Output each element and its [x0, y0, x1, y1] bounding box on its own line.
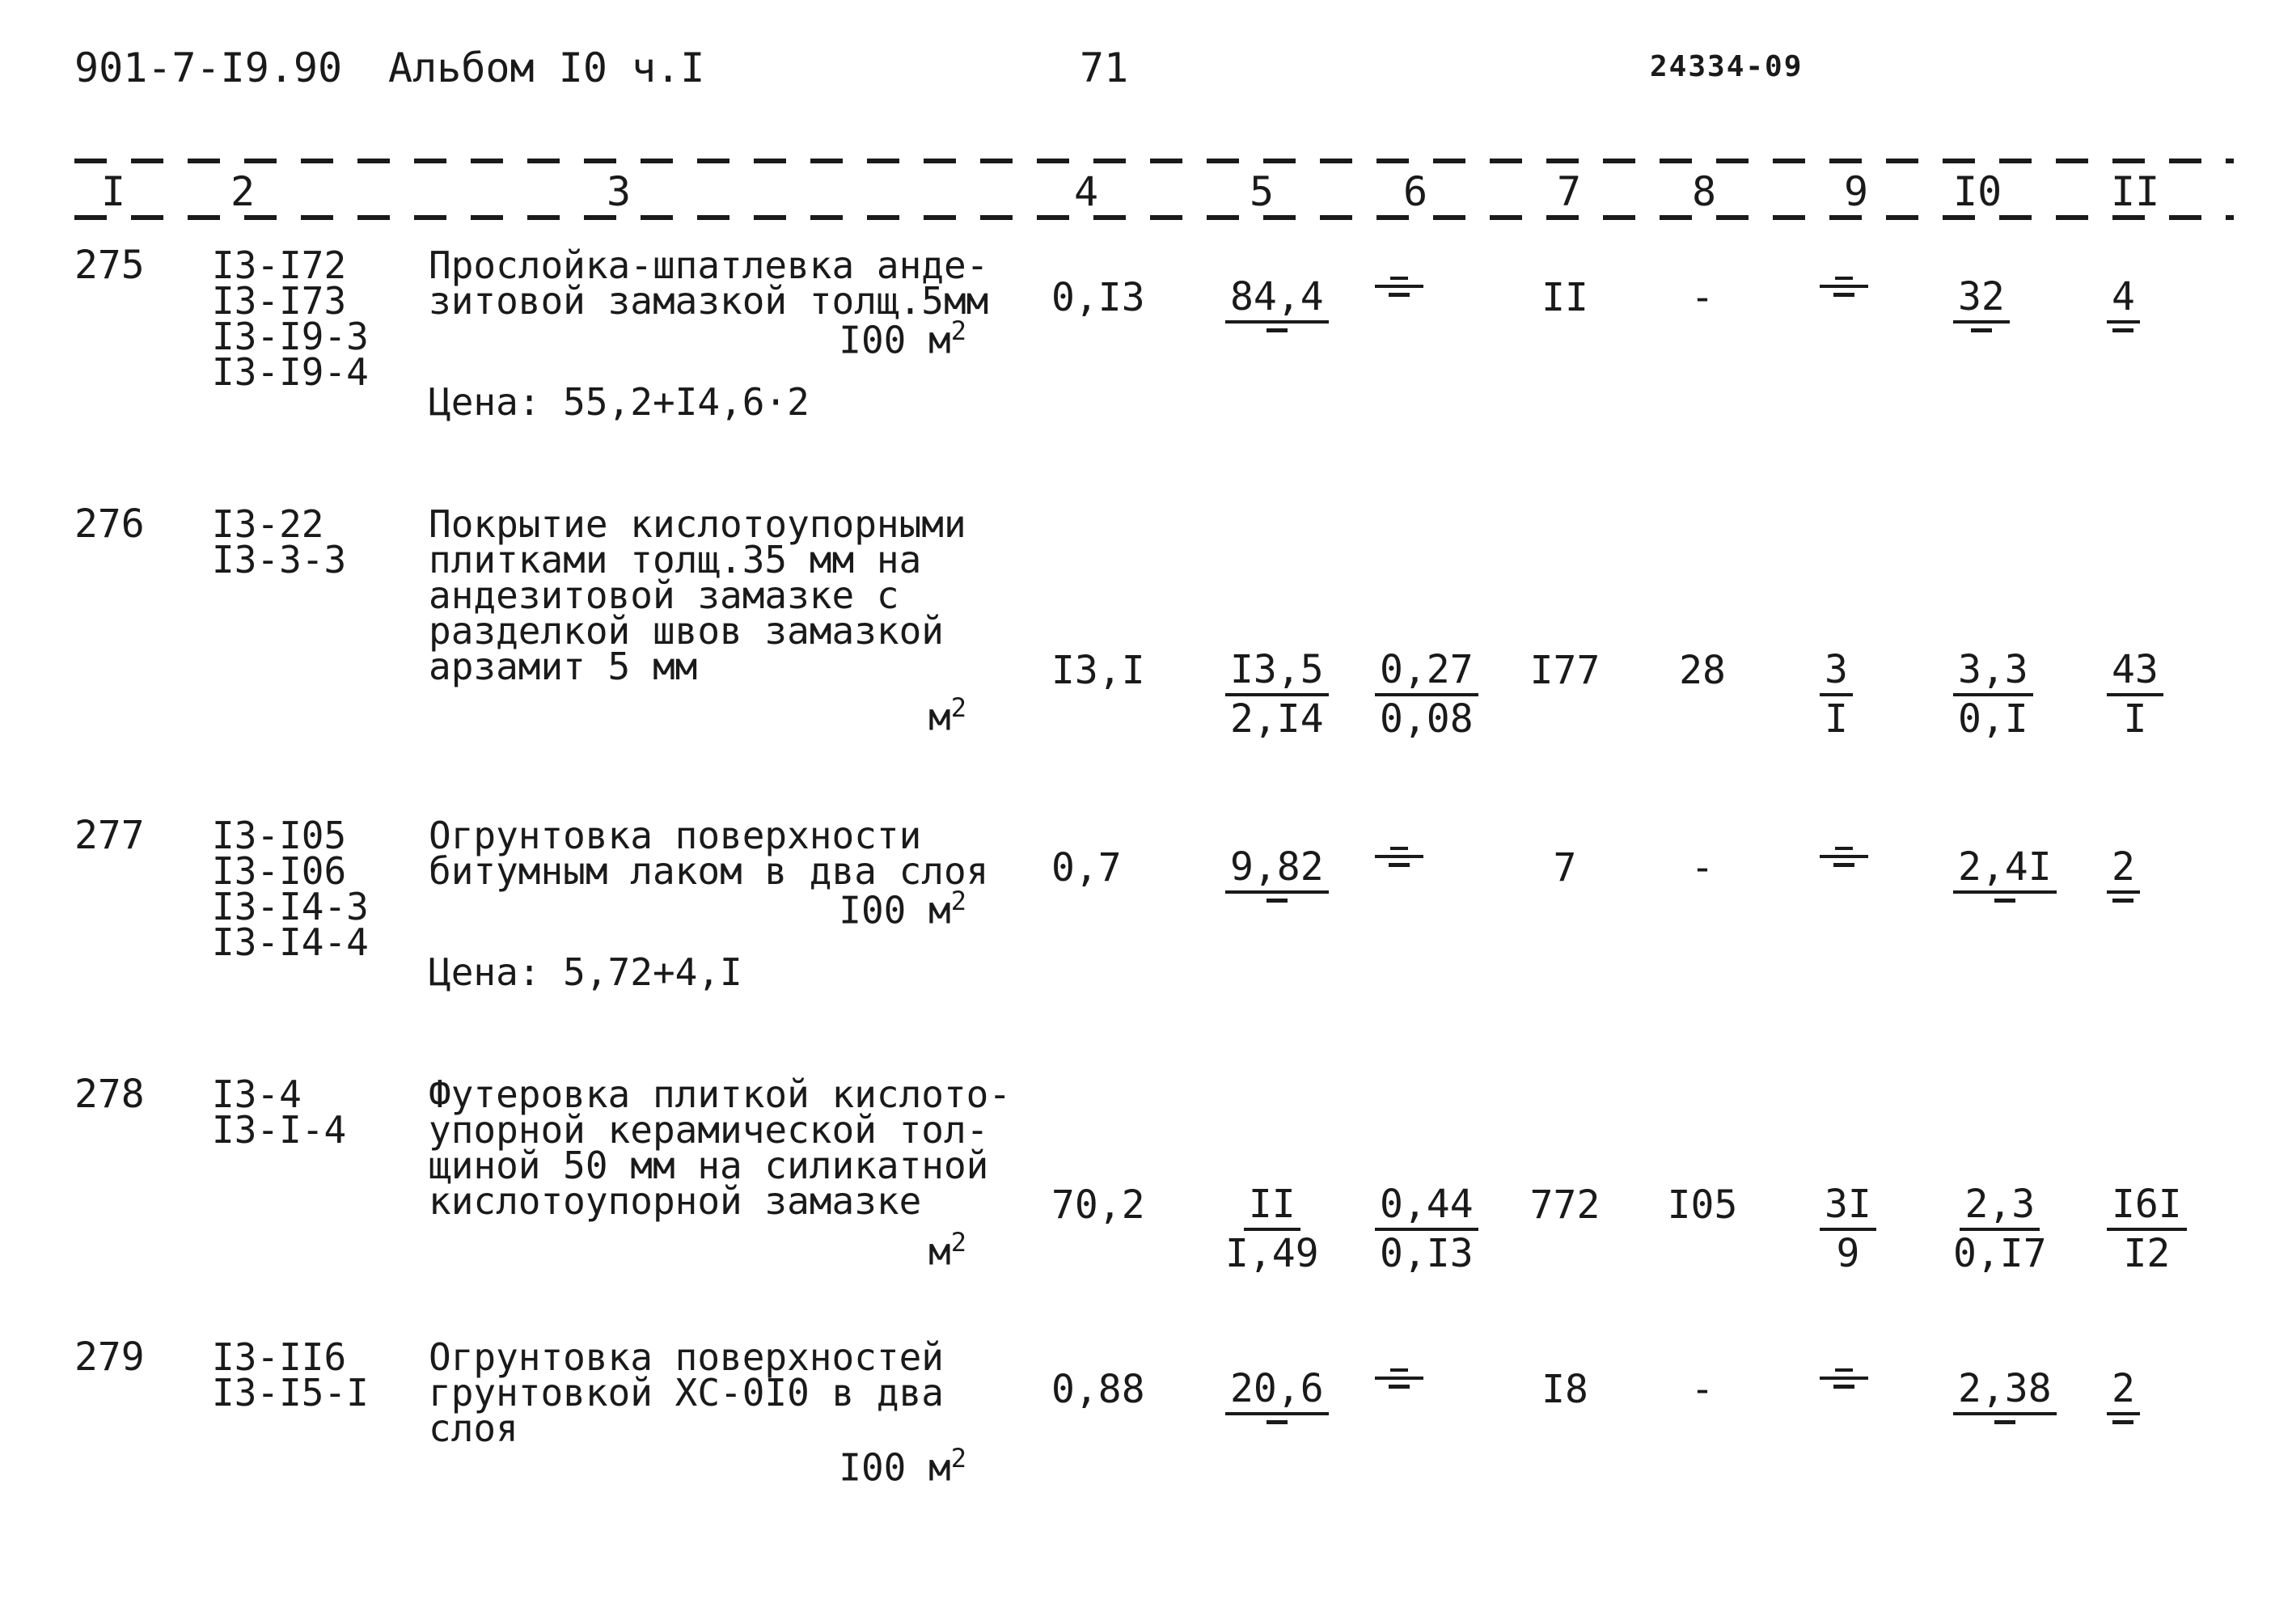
norm-code: I3-I72: [212, 243, 347, 287]
column-11-value: [2107, 1182, 2187, 1276]
norm-code: I3-I4-3: [212, 885, 369, 928]
header-rule-top: [74, 159, 2234, 163]
description-line: битумным лаком в два слоя: [429, 849, 989, 893]
column-6-value-dash: [1389, 1385, 1410, 1389]
column-10-value-dash: [1994, 899, 2015, 903]
column-10-value-denominator: 0,I7: [1953, 1231, 2047, 1276]
unit-exponent: 2: [950, 315, 966, 346]
column-6-value-denominator: 0,I3: [1380, 1231, 1474, 1276]
column-10-value: [1953, 648, 2033, 742]
column-10-value-numerator: 2,4I: [1953, 845, 2057, 894]
column-6-value-denominator: 0,08: [1380, 696, 1474, 742]
norm-code: I3-4: [212, 1072, 302, 1116]
column-number: I: [101, 168, 126, 215]
norm-codes: [212, 1335, 369, 1415]
unit-text: м: [928, 1229, 951, 1274]
description-line: разделкой швов замазкой: [429, 609, 944, 653]
column-5-value: [1225, 1367, 1329, 1424]
column-6-value-numerator: 0,27: [1375, 648, 1478, 696]
header-rule-bottom: [74, 215, 2234, 220]
column-5-value-numerator: II: [1244, 1182, 1300, 1231]
column-9-value: [1820, 648, 1853, 742]
column-number: 4: [1074, 168, 1099, 215]
column-11-value-dash: [2112, 328, 2133, 332]
column-11-value-numerator: I6I: [2107, 1182, 2187, 1231]
norm-code: I3-I-4: [212, 1108, 347, 1152]
quantity-value: I3,I: [1051, 648, 1145, 693]
column-10-value-dash: [1971, 328, 1992, 332]
album-label: Альбом I0 ч.I: [388, 44, 705, 91]
norm-code: I3-I06: [212, 849, 347, 893]
column-10-value-numerator: 32: [1953, 275, 2010, 324]
description-line: Огрунтовка поверхностей: [429, 1335, 944, 1379]
column-9-value-dash: [1833, 1385, 1854, 1389]
unit-of-measure: [756, 315, 966, 362]
row-number: 276: [74, 501, 145, 547]
norm-code: I3-I73: [212, 279, 347, 323]
column-11-value-denominator: I: [2123, 696, 2147, 742]
work-description: [429, 1072, 1012, 1223]
document-code: 901-7-I9.90: [74, 44, 343, 91]
norm-code: I3-I9-3: [212, 315, 369, 358]
unit-text: I00 м: [839, 318, 951, 362]
column-6-value-numerator: [1375, 275, 1423, 288]
description-line: андезитовой замазке с: [429, 573, 899, 617]
quantity-value: 70,2: [1051, 1182, 1145, 1228]
row-number: 278: [74, 1072, 145, 1117]
norm-codes: [212, 502, 347, 582]
column-7-value: 772: [1529, 1182, 1601, 1228]
unit-exponent: 2: [950, 692, 966, 723]
column-5-value-denominator: 2,I4: [1230, 696, 1324, 742]
column-number: 9: [1844, 168, 1869, 215]
description-line: арзамит 5 мм: [429, 645, 698, 688]
column-6-value-dash: [1389, 293, 1410, 297]
column-5-value-dash: [1267, 1420, 1288, 1424]
unit-exponent: 2: [950, 1227, 966, 1258]
column-5-value-numerator: 9,82: [1225, 845, 1329, 894]
column-10-value-dash: [1994, 1420, 2015, 1424]
quantity-value: 0,7: [1051, 845, 1122, 890]
column-11-value: [2107, 275, 2140, 332]
norm-codes: [212, 814, 369, 964]
column-8-value: -: [1690, 1367, 1715, 1412]
column-number: 6: [1403, 168, 1428, 215]
column-9-value: [1820, 275, 1868, 297]
unit-of-measure: [756, 1443, 966, 1489]
column-11-value-numerator: 2: [2107, 845, 2140, 894]
column-10-value-denominator: 0,I: [1958, 696, 2028, 742]
norm-code: I3-3-3: [212, 538, 347, 582]
column-7-value: I77: [1529, 648, 1601, 693]
column-9-value: [1820, 845, 1868, 867]
column-10-value-numerator: 3,3: [1953, 648, 2033, 696]
work-description: [429, 502, 966, 688]
column-10-value: [1953, 275, 2010, 332]
column-5-value: [1225, 845, 1329, 903]
norm-code: I3-I5-I: [212, 1371, 369, 1415]
work-description: [429, 1335, 944, 1450]
column-10-value: [1953, 1182, 2047, 1276]
column-6-value-numerator: [1375, 845, 1423, 858]
unit-of-measure: [756, 692, 966, 738]
column-6-value: [1375, 275, 1423, 297]
column-10-value-numerator: 2,3: [1960, 1182, 2040, 1231]
column-7-value: II: [1541, 275, 1588, 320]
row-number: 279: [74, 1334, 145, 1380]
page-number: 71: [1080, 44, 1129, 91]
column-6-value: [1375, 1182, 1478, 1276]
unit-text: I00 м: [839, 888, 951, 933]
column-number: I0: [1953, 168, 2002, 215]
quantity-value: 0,88: [1051, 1367, 1145, 1412]
norm-code: I3-I05: [212, 814, 347, 857]
unit-exponent: 2: [950, 1443, 966, 1474]
column-11-value-numerator: 2: [2107, 1367, 2140, 1415]
column-11-value: [2107, 845, 2140, 903]
column-9-value-dash: [1833, 863, 1854, 867]
column-9-value-dash: [1833, 293, 1854, 297]
column-6-value: [1375, 1367, 1423, 1389]
column-8-value: 28: [1679, 648, 1726, 693]
column-6-value: [1375, 648, 1478, 742]
unit-text: м: [928, 695, 951, 739]
column-11-value: [2107, 648, 2163, 742]
column-number: 2: [230, 168, 256, 215]
description-line: щиной 50 мм на силикатной: [429, 1144, 989, 1187]
column-6-value: [1375, 845, 1423, 867]
unit-text: I00 м: [839, 1445, 951, 1490]
column-9-value-denominator: I: [1825, 696, 1848, 742]
column-number: 7: [1557, 168, 1582, 215]
description-line: Огрунтовка поверхности: [429, 814, 922, 857]
column-11-value-dash: [2112, 899, 2133, 903]
column-7-value: I8: [1541, 1367, 1588, 1412]
column-5-value-dash: [1267, 899, 1288, 903]
description-line: зитовой замазкой толщ.5мм: [429, 279, 989, 323]
column-9-value-numerator: 3: [1820, 648, 1853, 696]
column-6-value-dash: [1389, 863, 1410, 867]
column-5-value-numerator: 20,6: [1225, 1367, 1329, 1415]
norm-code: I3-I4-4: [212, 920, 369, 964]
column-9-value: [1820, 1367, 1868, 1389]
column-8-value: I05: [1667, 1182, 1738, 1228]
description-line: Прослойка-шпатлевка анде-: [429, 243, 989, 287]
norm-code: I3-I9-4: [212, 350, 369, 394]
column-5-value: [1225, 648, 1329, 742]
column-6-value-numerator: [1375, 1367, 1423, 1380]
column-number: II: [2111, 168, 2160, 215]
description-line: кислотоупорной замазке: [429, 1179, 922, 1223]
column-5-value-numerator: 84,4: [1225, 275, 1329, 324]
work-description: [429, 243, 989, 323]
column-8-value: -: [1690, 275, 1715, 320]
column-5-value: [1225, 1182, 1319, 1276]
unit-exponent: 2: [950, 886, 966, 916]
description-line: грунтовкой ХС-0I0 в два: [429, 1371, 944, 1415]
column-11-value-numerator: 4: [2107, 275, 2140, 324]
column-10-value-numerator: 2,38: [1953, 1367, 2057, 1415]
column-9-value-denominator: 9: [1836, 1231, 1860, 1276]
column-10-value: [1953, 845, 2057, 903]
norm-code: I3-22: [212, 502, 324, 546]
column-8-value: -: [1690, 845, 1715, 890]
description-line: Покрытие кислотоупорными: [429, 502, 966, 546]
column-number: 8: [1692, 168, 1717, 215]
column-6-value-numerator: 0,44: [1375, 1182, 1478, 1231]
column-11-value-dash: [2112, 1420, 2133, 1424]
norm-code: I3-II6: [212, 1335, 347, 1379]
price-formula: Цена: 5,72+4,I: [429, 950, 742, 994]
quantity-value: 0,I3: [1051, 275, 1145, 320]
row-number: 275: [74, 243, 145, 288]
column-number: 3: [607, 168, 632, 215]
column-5-value-denominator: I,49: [1225, 1231, 1319, 1276]
description-line: плитками толщ.35 мм на: [429, 538, 922, 582]
column-9-value-numerator: [1820, 845, 1868, 858]
price-formula: Цена: 55,2+I4,6·2: [429, 380, 810, 424]
column-11-value-denominator: I2: [2123, 1231, 2171, 1276]
column-5-value-dash: [1267, 328, 1288, 332]
description-line: упорной керамической тол-: [429, 1108, 989, 1152]
column-11-value: [2107, 1367, 2140, 1424]
row-number: 277: [74, 813, 145, 858]
column-number: 5: [1250, 168, 1275, 215]
column-7-value: 7: [1553, 845, 1577, 890]
archive-stamp: 24334-09: [1650, 50, 1804, 83]
column-9-value-numerator: [1820, 1367, 1868, 1380]
unit-of-measure: [756, 1227, 966, 1273]
column-9-value: [1820, 1182, 1876, 1276]
norm-codes: [212, 1072, 347, 1152]
description-line: Футеровка плиткой кислото-: [429, 1072, 1012, 1116]
column-10-value: [1953, 1367, 2057, 1424]
description-line: слоя: [429, 1406, 518, 1450]
work-description: [429, 814, 989, 893]
unit-of-measure: [756, 886, 966, 932]
column-11-value-numerator: 43: [2107, 648, 2163, 696]
column-5-value-numerator: I3,5: [1225, 648, 1329, 696]
column-9-value-numerator: 3I: [1820, 1182, 1876, 1231]
column-5-value: [1225, 275, 1329, 332]
column-9-value-numerator: [1820, 275, 1868, 288]
norm-codes: [212, 243, 369, 394]
